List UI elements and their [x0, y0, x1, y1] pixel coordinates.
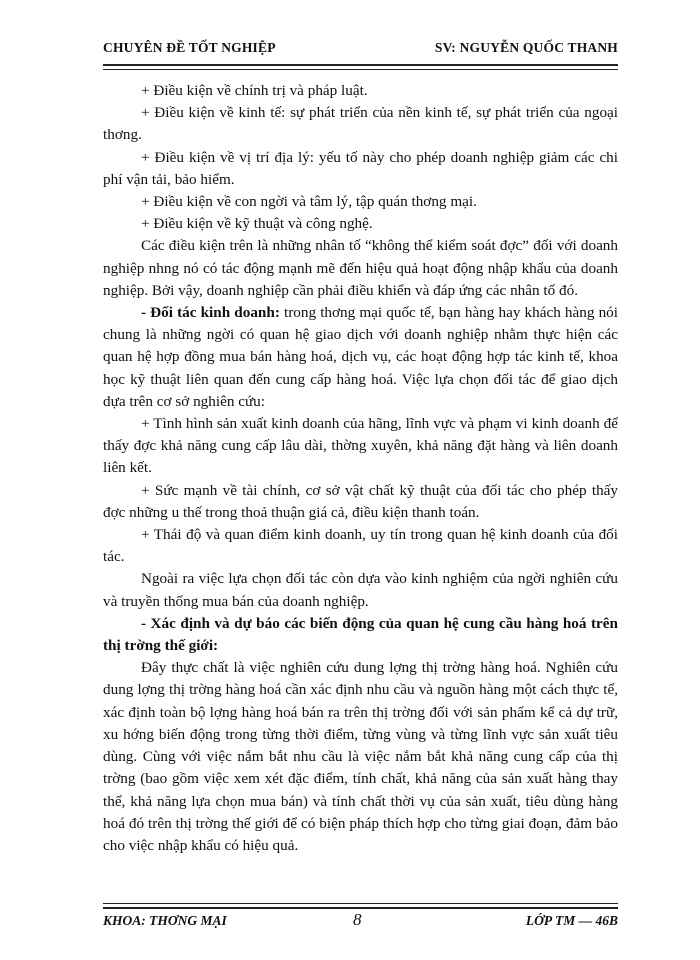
heading-business-partners: - Đối tác kinh doanh:: [141, 304, 280, 322]
header-rule-thin: [103, 69, 618, 70]
paragraph-geographic: + Điều kiện về vị trí địa lý: yếu tố này cho phép doanh nghiệp giảm các chi phí vận tải, bảo hiểm.: [103, 148, 618, 188]
paragraph-people-culture: + Điều kiện về con ngời và tâm lý, tập quán thơng mại.: [141, 193, 477, 211]
heading-supply-demand: - Xác định và dự báo các biến động của quan hệ cung cầu hàng hoá trên thị trờng thế giới:: [103, 614, 618, 655]
paragraph-partner-selection: Ngoài ra việc lựa chọn đối tác còn dựa vào kinh nghiệm của ngời nghiên cứu và truyền thống mua bán của doanh nghiệp.: [103, 570, 618, 610]
paragraph-financial-strength: + Sức mạnh về tài chính, cơ sở vật chất kỹ thuật của đối tác cho phép thấy đợc những u thế trong thoả thuận giá cả, điều kiện thanh toán.: [103, 481, 618, 521]
paragraph-technology: + Điều kiện về kỹ thuật và công nghệ.: [141, 215, 373, 233]
paragraph-business-attitude: + Thái độ và quan điểm kinh doanh, uy tín trong quan hệ kinh doanh của đối tác.: [103, 526, 618, 566]
business-partners-text: trong thơng mại quốc tế, bạn hàng hay khách hàng nói chung là những ngời có quan hệ giao dịch với doanh nghiệp nhằm thực hiện các quan hệ hợp đồng mua bán hàng hoá, dịch vụ, các hoạt động hợp tác kinh tế, khoa học kỹ thuật liên quan đến cung cấp hàng hoá. Việc lựa chọn đối tác để giao dịch dựa trên cơ sở nghiên cứu:: [103, 304, 618, 410]
header-title: CHUYÊN ĐỀ TỐT NGHIỆP: [103, 40, 276, 55]
footer-class: LỚP TM — 46B: [525, 913, 618, 928]
paragraph-market-capacity: Đây thực chất là việc nghiên cứu dung lợng thị trờng hàng hoá. Nghiên cứu dung lợng thị trờng hàng hoá cần xác định nhu cầu và nguồn hàng một cách thực tế, xác định toàn bộ lợng hàng hoá bán ra trên thị trờng đối với sản phẩm kể cả dự trữ, xu hớng biến động trong từng thời điểm, từng vùng và từng lĩnh vực sản xuất tiêu dùng. Cùng với việc nắm bắt nhu cầu là việc nắm bắt khả năng cung cấp của thị trờng (bao gồm việc xem xét đặc điểm, tính chất, khả năng của sản xuất hàng thay thế, khả năng lựa chọn mua bán) và tính chất thời vụ của sản xuất, tiêu dùng hàng hoá đó trên thị trờng thế giới để có biện pháp thích hợp cho từng giai đoạn, đảm bảo cho việc nhập khẩu có hiệu quả.: [103, 659, 618, 854]
header-rule-thick: [103, 64, 618, 66]
footer-faculty: KHOA: THƠNG MẠI: [103, 913, 227, 928]
header-author: SV: NGUYỄN QUỐC THANH: [434, 40, 618, 55]
footer-rule-thick: [103, 907, 618, 909]
paragraph-production-situation: + Tình hình sản xuất kinh doanh của hãng, lĩnh vực và phạm vi kinh doanh để thấy đợc khả năng cung cấp lâu dài, thờng xuyên, khả năng đặt hàng và liên doanh liên kết.: [103, 415, 618, 477]
page-header: [103, 40, 618, 62]
paragraph-business-partners: [103, 302, 618, 413]
footer-rule-thin: [103, 903, 618, 904]
page-footer: [103, 910, 618, 937]
paragraph-political-legal: + Điều kiện về chính trị và pháp luật.: [141, 82, 368, 99]
paragraph-economic: + Điều kiện về kinh tế: sự phát triển của nền kinh tế, sự phát triển của ngoại thơng.: [103, 104, 618, 144]
page-number: 8: [353, 910, 362, 929]
paragraph-uncontrollable-factors: Các điều kiện trên là những nhân tố “không thể kiểm soát đợc” đối với doanh nghiệp nhng nó có tác động mạnh mẽ đến hiệu quả hoạt động nhập khẩu của doanh nghiệp. Bởi vậy, doanh nghiệp cần phải điều khiển và đáp ứng các nhân tố đó.: [103, 237, 618, 299]
page-body: [103, 80, 618, 857]
